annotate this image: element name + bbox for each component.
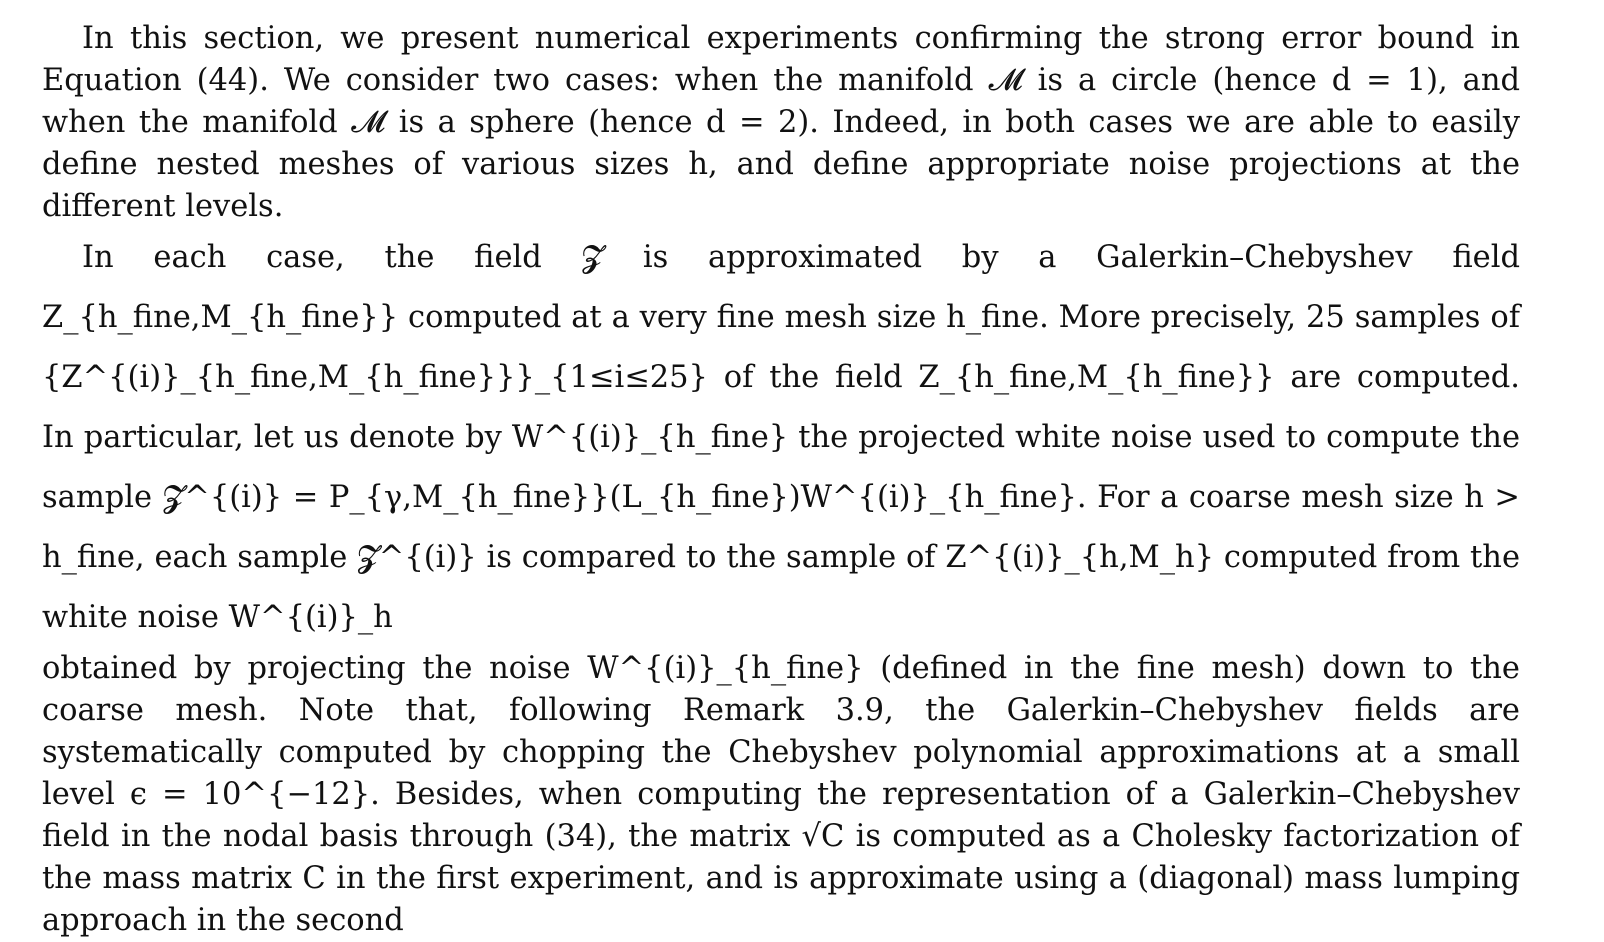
paragraph-field-approximation-continued: obtained by projecting the noise W^{(i)}_{h_fine} (defined in the fine mesh) down to the coarse mesh. Note that, following Remark 3.9, the Galerkin–Chebyshev fields are systematically computed by chopping the Chebyshev polynomial approximations at a small level ϵ = 10^{−12}. Besides, when computing the representation of a Galerkin–Chebyshev field in the nodal basis through (34), the matrix √C is computed as a Cholesky factorization of the mass matrix C in the first experiment, and is approximate using a (diagonal) mass lumping approach in the second [42,651,1520,938]
paragraph-field-approximation: In each case, the field 𝓩 is approximated by a Galerkin–Chebyshev field Z_{h_fine,M_{h_fine}} computed at a very fine mesh size h_fine. More precisely, 25 samples of {Z^{(i)}_{h_fine,M_{h_fine}}}_{1≤i≤25} of the field Z_{h_fine,M_{h_fine}} are computed. In particular, let us denote by W^{(i)}_{h_fine} the projected white noise used to compute the sample 𝓩^{(i)} = P_{γ,M_{h_fine}}(L_{h_fine})W^{(i)}_{h_fine}. For a coarse mesh size h > h_fine, each sample 𝓩^{(i)} is compared to the sample of Z^{(i)}_{h,M_h} computed from the white noise W^{(i)}_h [42,240,1520,635]
document-body [42,18,1520,942]
paragraph-intro: In this section, we present numerical experiments confirming the strong error bound in Equation (44). We consider two cases: when the manifold 𝓜 is a circle (hence d = 1), and when the manifold 𝓜 is a sphere (hence d = 2). Indeed, in both cases we are able to easily define nested meshes of various sizes h, and define appropriate noise projections at the different levels. [42,21,1520,224]
